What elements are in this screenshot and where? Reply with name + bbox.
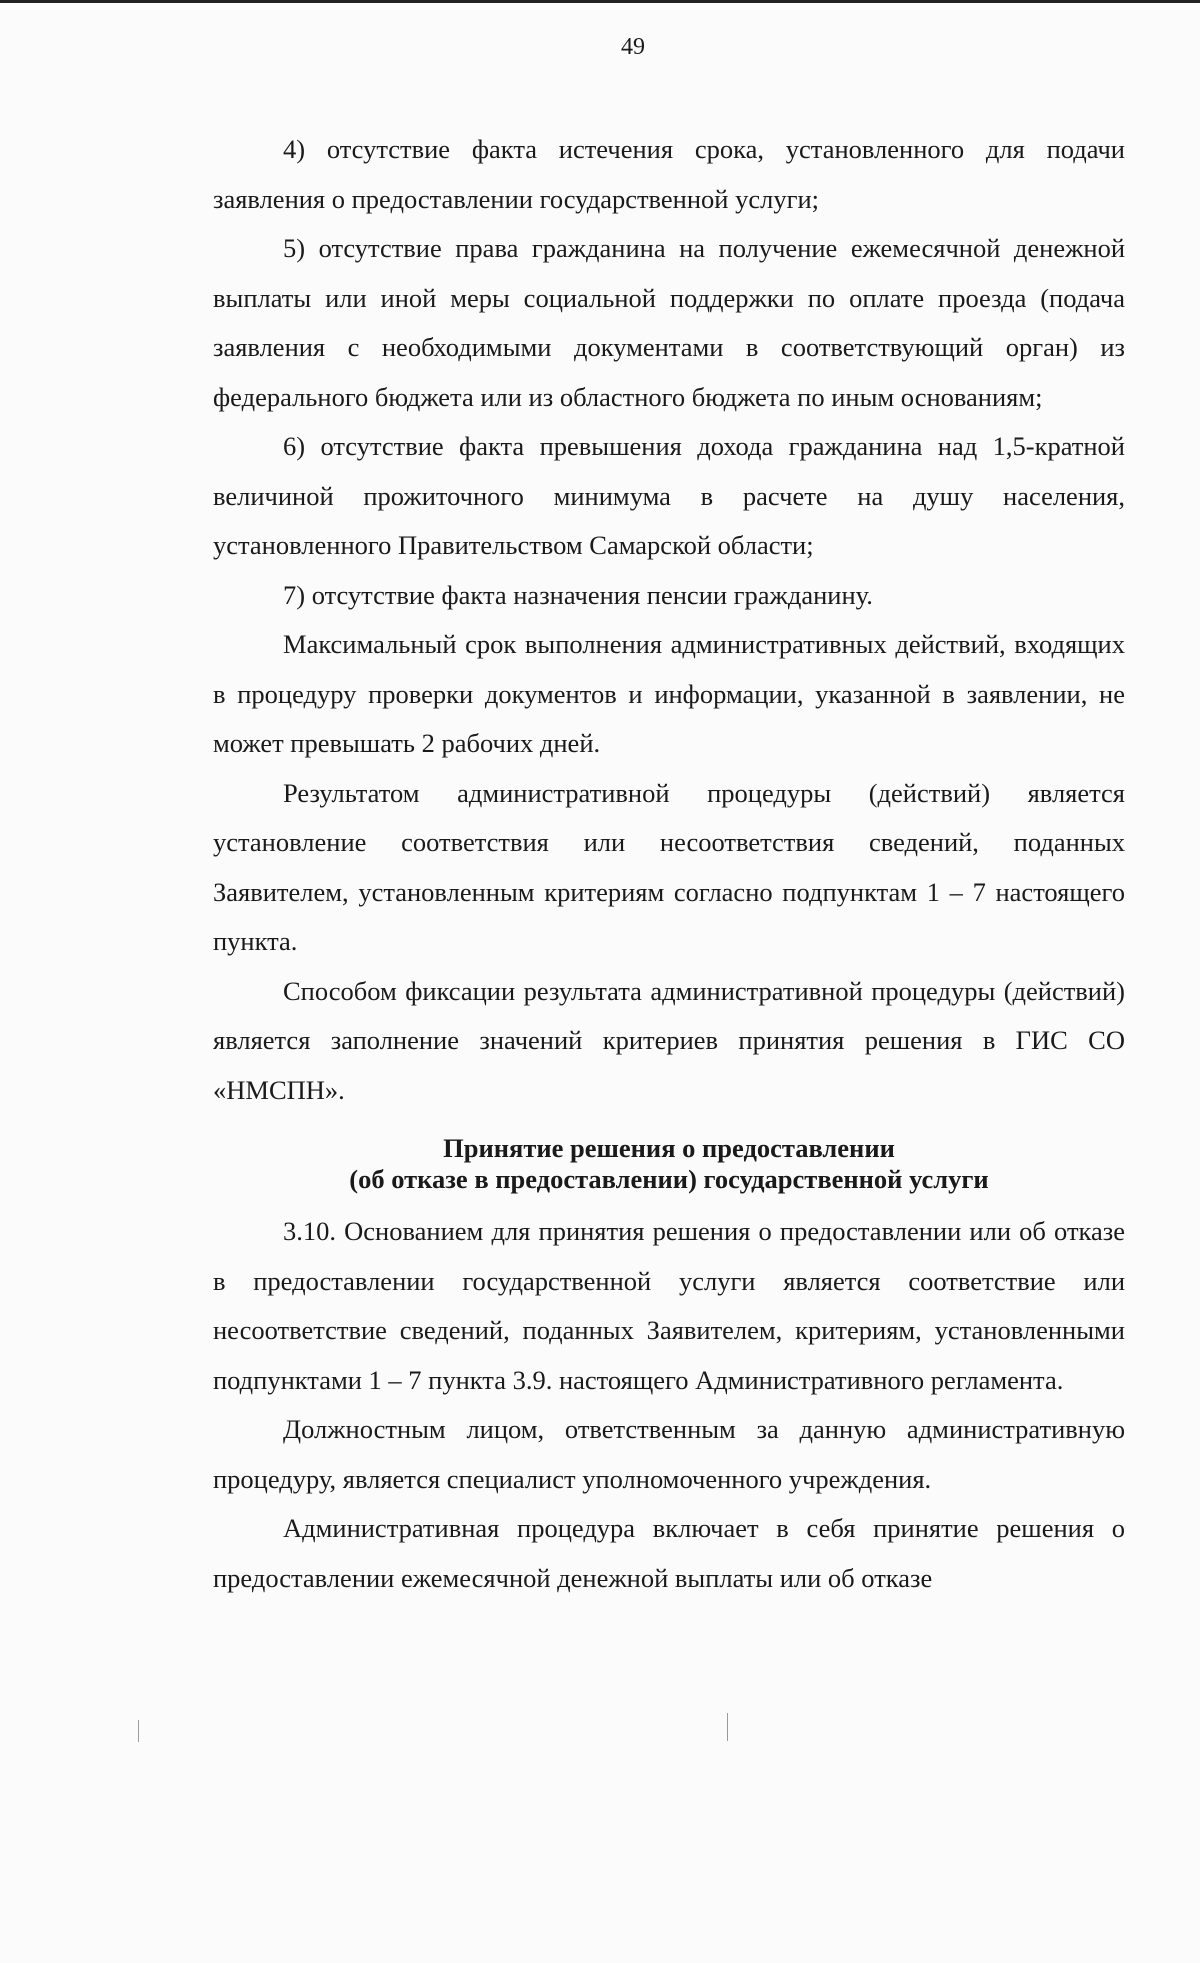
- paragraph-procedure-includes: Административная процедура включает в себя принятие решения о предоставлении ежемесячной денежной выплаты или об отказе: [213, 1513, 1125, 1593]
- paragraph-item-5: 5) отсутствие права гражданина на получение ежемесячной денежной выплаты или иной меры социальной поддержки по оплате проезда (подача заявления с необходимыми документами в соответствующий орган) из федерального бюджета или из областного бюджета по иным основаниям;: [213, 233, 1125, 412]
- paragraph-max-term: Максимальный срок выполнения административных действий, входящих в процедуру проверки документов и информации, указанной в заявлении, не может превышать 2 рабочих дней.: [213, 629, 1125, 758]
- paragraph-result: Результатом административной процедуры (действий) является установление соответствия или несоответствия сведений, поданных Заявителем, установленным критериям согласно подпунктам 1 – 7 настоящего пункта.: [213, 777, 1125, 956]
- paragraph-3-10: 3.10. Основанием для принятия решения о предоставлении или об отказе в предоставлении государственной услуги является соответствие или несоответствие сведений, поданных Заявителем, критериям, установленными подпунктами 1 – 7 пункта 3.9. настоящего Административного регламента.: [213, 1216, 1125, 1395]
- paragraph-item-6: 6) отсутствие факта превышения дохода гражданина над 1,5-кратной величиной прожиточного минимума в расчете на душу населения, установленного Правительством Самарской области;: [213, 431, 1125, 560]
- paragraph-responsible-person: Должностным лицом, ответственным за данную административную процедуру, является специалист уполномоченного учреждения.: [213, 1414, 1125, 1494]
- scan-artifact-left: [138, 1720, 139, 1742]
- page-number: 49: [621, 34, 645, 60]
- section-heading: [213, 1133, 1125, 1195]
- section-heading-line-2: (об отказе в предоставлении) государственной услуги: [349, 1164, 989, 1194]
- page-top-border: [0, 0, 1200, 3]
- scan-artifact-bottom: [727, 1713, 728, 1741]
- paragraph-fixation: Способом фиксации результата административной процедуры (действий) является заполнение значений критериев принятия решения в ГИС СО «НМСПН».: [213, 975, 1125, 1105]
- paragraph-item-7: 7) отсутствие факта назначения пенсии гражданину.: [283, 579, 873, 610]
- document-body: [213, 125, 1125, 1603]
- paragraph-item-4: 4) отсутствие факта истечения срока, установленного для подачи заявления о предоставлении государственной услуги;: [213, 134, 1125, 214]
- section-heading-line-1: Принятие решения о предоставлении: [443, 1133, 895, 1163]
